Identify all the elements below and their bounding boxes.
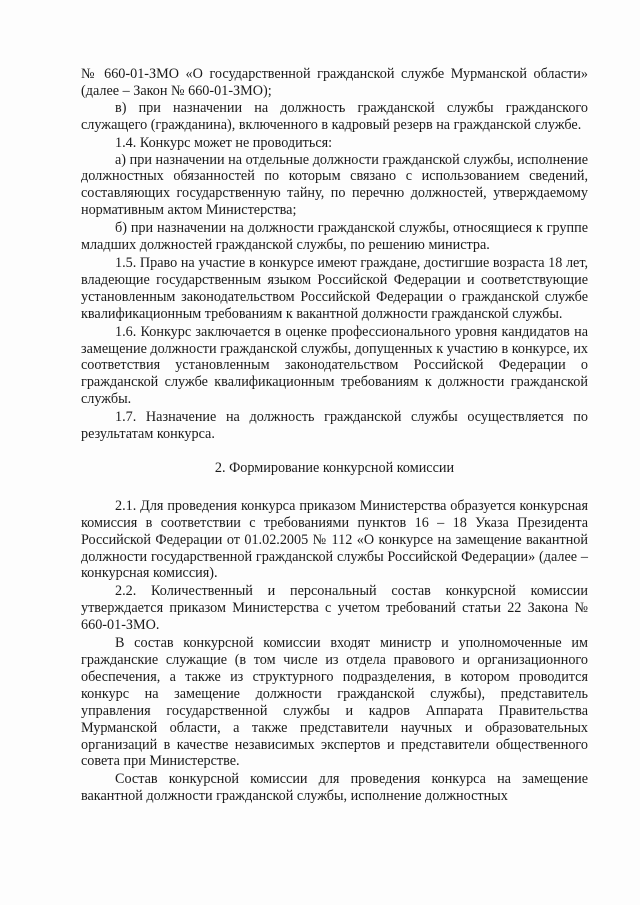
paragraph-1-6: 1.6. Конкурс заключается в оценке профессионального уровня кандидатов на замещение должности гражданской службы, допущенных к участию в конкурсе, их соответствия установленным законодательством Российской Федерации о гражданской службе квалификационным требованиям к должности гражданской службы.	[81, 323, 588, 408]
paragraph-1-7: 1.7. Назначение на должность гражданской службы осуществляется по результатам конкурса.	[81, 409, 588, 443]
paragraph-law-reference: № 660-01-ЗМО «О государственной гражданской службе Мурманской области» (далее – Закон № 660-01-ЗМО);	[81, 66, 588, 99]
paragraph-1-4: 1.4. Конкурс может не проводиться:	[115, 134, 333, 151]
paragraph-2-2: 2.2. Количественный и персональный состав конкурсной комиссии утверждается приказом Министерства с учетом требований статьи 22 Закона № 660-01-ЗМО.	[81, 583, 588, 634]
paragraph-item-b: б) при назначении на должности гражданской службы, относящиеся к группе младших должностей гражданской службы, по решению министра.	[81, 220, 588, 254]
paragraph-item-v: в) при назначении на должность гражданской службы гражданского служащего (гражданина), включенного в кадровый резерв на гражданской службе.	[81, 99, 588, 133]
paragraph-commission-composition-continued: Состав конкурсной комиссии для проведения конкурса на замещение вакантной должности гражданской службы, исполнение должностных	[81, 771, 588, 805]
paragraph-2-1: 2.1. Для проведения конкурса приказом Министерства образуется конкурсная комиссия в соответствии с требованиями пунктов 16 – 18 Указа Президента Российской Федерации от 01.02.2005 № 112 «О конкурсе на замещение вакантной должности государственной гражданской службы Российской Федерации» (далее – конкурсная комиссия).	[81, 497, 588, 582]
paragraph-item-a: а) при назначении на отдельные должности гражданской службы, исполнение должностных обязанностей по которым связано с использованием сведений, составляющих государственную тайну, по перечню должностей, утверждаемому нормативным актом Министерства;	[81, 151, 588, 219]
paragraph-commission-composition: В состав конкурсной комиссии входят министр и уполномоченные им гражданские служащие (в том числе из отдела правового и организационного обеспечения, а также из структурного подразделения, в котором проводится конкурс на замещение должности гражданской службы), представитель управления государственной службы и кадров Аппарата Правительства Мурманской области, а также представители научных и образовательных организаций в качестве независимых экспертов и представители общественного совета при Министерстве.	[81, 635, 588, 770]
section-heading: 2. Формирование конкурсной комиссии	[214, 459, 455, 476]
paragraph-1-5: 1.5. Право на участие в конкурсе имеют граждане, достигшие возраста 18 лет, владеющие государственным языком Российской Федерации и соответствующие установленным законодательством Российской Федерации о гражданской службе квалификационным требованиям к вакантной должности гражданской службы.	[81, 254, 588, 322]
document-body	[81, 66, 588, 805]
